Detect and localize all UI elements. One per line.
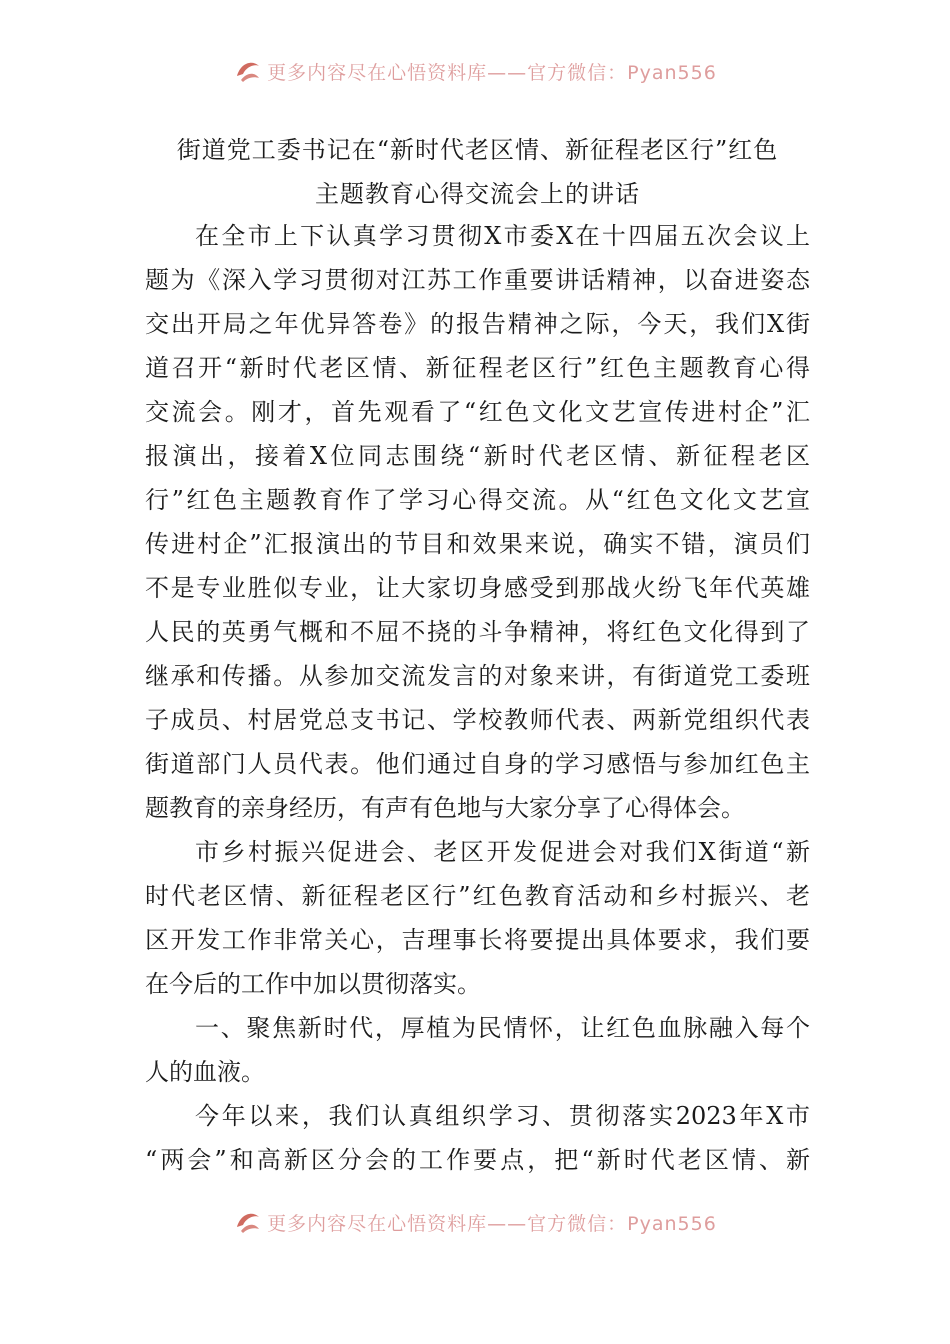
text-line: 人的血液。 xyxy=(145,1058,265,1086)
text-line: 行”红色主题教育作了学习心得交流。从“红色文化文艺宣 xyxy=(145,486,810,514)
section-heading xyxy=(145,1006,810,1094)
text-line: 街道部门人员代表。他们通过自身的学习感悟与参加红色主 xyxy=(145,750,810,778)
text-line: 在全市上下认真学习贯彻X市委X在十四届五次会议上 xyxy=(195,222,810,250)
watermark-footer xyxy=(0,1207,950,1237)
text-line: 交出开局之年优异答卷》的报告精神之际，今天，我们X街 xyxy=(145,310,810,338)
paragraph xyxy=(145,830,810,1006)
text-line: 市乡村振兴促进会、老区开发促进会对我们X街道“新 xyxy=(195,838,810,866)
text-line: 时代老区情、新征程老区行”红色教育活动和乡村振兴、老 xyxy=(145,882,810,910)
watermark-text: 更多内容尽在心悟资料库——官方微信：Pyan556 xyxy=(267,61,717,84)
text-line: 今年以来，我们认真组织学习、贯彻落实2023年X市 xyxy=(195,1102,810,1130)
text-line: “两会”和高新区分会的工作要点，把“新时代老区情、新 xyxy=(145,1146,810,1174)
text-line: 交流会。刚才，首先观看了“红色文化文艺宣传进村企”汇 xyxy=(145,398,810,426)
text-line: 在今后的工作中加以贯彻落实。 xyxy=(145,970,481,998)
title-line: 主题教育心得交流会上的讲话 xyxy=(315,180,640,208)
text-line: 题为《深入学习贯彻对江苏工作重要讲话精神，以奋进姿态 xyxy=(145,266,810,294)
text-line: 报演出，接着X位同志围绕“新时代老区情、新征程老区 xyxy=(145,442,810,470)
paragraph xyxy=(145,1094,810,1182)
text-line: 继承和传播。从参加交流发言的对象来讲，有街道党工委班 xyxy=(145,662,810,690)
brand-logo-icon xyxy=(233,1209,263,1235)
watermark-header xyxy=(0,56,950,86)
page-title xyxy=(145,128,810,216)
document-body xyxy=(145,214,810,1182)
text-line: 区开发工作非常关心，吉理事长将要提出具体要求，我们要 xyxy=(145,926,810,954)
text-line: 子成员、村居党总支书记、学校教师代表、两新党组织代表 xyxy=(145,706,810,734)
paragraph xyxy=(145,214,810,830)
watermark-text: 更多内容尽在心悟资料库——官方微信：Pyan556 xyxy=(267,1212,717,1235)
title-line: 街道党工委书记在“新时代老区情、新征程老区行”红色 xyxy=(176,136,779,164)
brand-logo-icon xyxy=(233,58,263,84)
text-line: 不是专业胜似专业，让大家切身感受到那战火纷飞年代英雄 xyxy=(145,574,810,602)
text-line: 传进村企”汇报演出的节目和效果来说，确实不错，演员们 xyxy=(145,530,810,558)
text-line: 题教育的亲身经历，有声有色地与大家分享了心得体会。 xyxy=(145,794,745,822)
text-line: 人民的英勇气概和不屈不挠的斗争精神，将红色文化得到了 xyxy=(145,618,810,646)
text-line: 一、聚焦新时代，厚植为民情怀，让红色血脉融入每个 xyxy=(195,1014,810,1042)
text-line: 道召开“新时代老区情、新征程老区行”红色主题教育心得 xyxy=(145,354,810,382)
